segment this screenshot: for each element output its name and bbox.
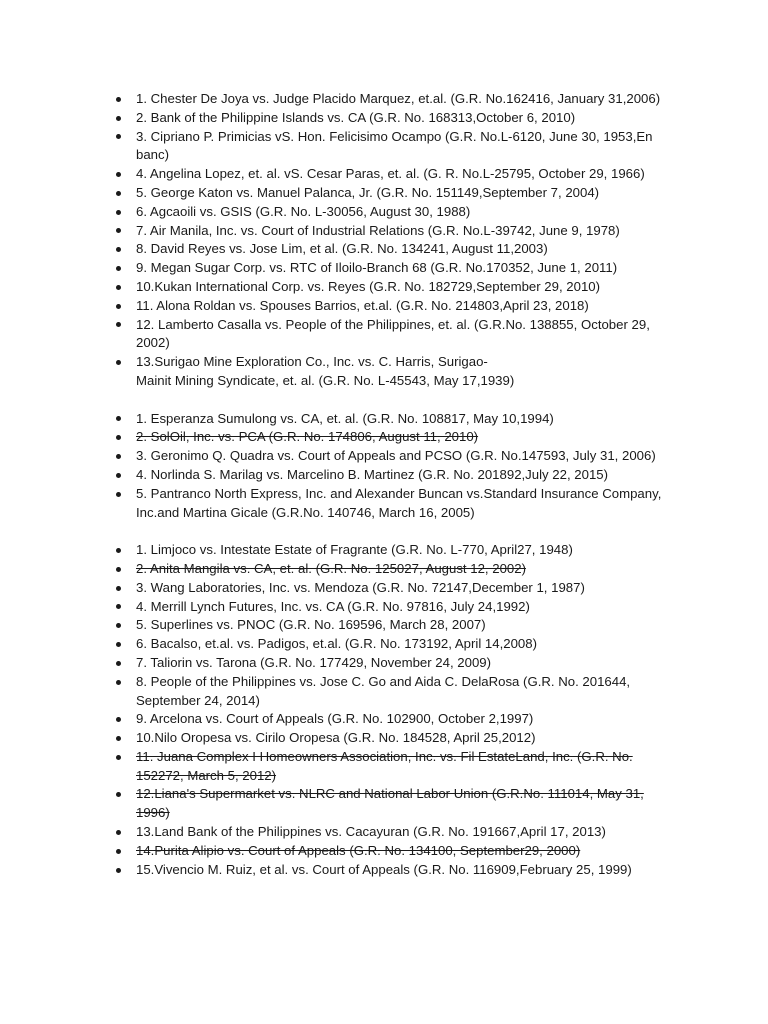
case-list-group-3: [0, 541, 768, 879]
bullet-icon: [113, 560, 123, 579]
case-item: [0, 316, 768, 354]
case-item: [0, 222, 768, 241]
case-item: [0, 165, 768, 184]
bullet-icon: [113, 541, 123, 560]
case-text: 6. Agcaoili vs. GSIS (G.R. No. L-30056, August 30, 1988): [136, 203, 471, 219]
bullet-icon: [113, 748, 123, 767]
case-item: [0, 673, 768, 711]
case-item: [0, 654, 768, 673]
case-item: [0, 259, 768, 278]
case-text: 2. Anita Mangila vs. CA, et. al. (G.R. No. 125027, August 12, 2002): [136, 560, 526, 576]
case-item: [0, 297, 768, 316]
case-item: [0, 466, 768, 485]
case-item: [0, 616, 768, 635]
case-text: 4. Norlinda S. Marilag vs. Marcelino B. Martinez (G.R. No. 201892,July 22, 2015): [136, 466, 609, 482]
case-item: [0, 748, 768, 786]
bullet-icon: [113, 259, 123, 278]
case-text: 1. Limjoco vs. Intestate Estate of Fragrante (G.R. No. L-770, April27, 1948): [136, 542, 573, 558]
case-list-group-2: [0, 410, 768, 523]
case-item: [0, 428, 768, 447]
case-text: 11. Juana Complex I Homeowners Association, Inc. vs. Fil EstateLand, Inc. (G.R. No. 152272, March 5, 2012): [136, 748, 633, 783]
case-list-group-1: [0, 90, 768, 391]
case-text: 1. Esperanza Sumulong vs. CA, et. al. (G.R. No. 108817, May 10,1994): [136, 410, 554, 426]
case-text: 10.Nilo Oropesa vs. Cirilo Oropesa (G.R. No. 184528, April 25,2012): [136, 730, 536, 746]
bullet-icon: [113, 785, 123, 804]
bullet-icon: [113, 616, 123, 635]
case-text: 9. Megan Sugar Corp. vs. RTC of Iloilo-Branch 68 (G.R. No.170352, June 1, 2011): [136, 260, 618, 276]
bullet-icon: [113, 579, 123, 598]
bullet-icon: [113, 729, 123, 748]
bullet-icon: [113, 297, 123, 316]
case-item: [0, 861, 768, 880]
case-text: 3. Geronimo Q. Quadra vs. Court of Appeals and PCSO (G.R. No.147593, July 31, 2006): [136, 448, 656, 464]
document-page: [0, 90, 768, 879]
case-text: 12. Lamberto Casalla vs. People of the Philippines, et. al. (G.R.No. 138855, October 29, 2002): [136, 316, 650, 351]
bullet-icon: [113, 316, 123, 335]
case-text: 13.Surigao Mine Exploration Co., Inc. vs. C. Harris, Surigao- Mainit Mining Syndicate, et. al. (G.R. No. L-45543, May 17,1939): [136, 354, 515, 388]
bullet-icon: [113, 635, 123, 654]
case-text: 8. People of the Philippines vs. Jose C. Go and Aida C. DelaRosa (G.R. No. 201644, September 24, 2014): [136, 673, 631, 708]
case-text: 6. Bacalso, et.al. vs. Padigos, et.al. (G.R. No. 173192, April 14,2008): [136, 636, 537, 652]
bullet-icon: [113, 278, 123, 297]
case-item: [0, 823, 768, 842]
bullet-icon: [113, 203, 123, 222]
case-item: [0, 109, 768, 128]
case-item: [0, 240, 768, 259]
bullet-icon: [113, 428, 123, 447]
case-item: [0, 842, 768, 861]
case-item: [0, 541, 768, 560]
case-text: 9. Arcelona vs. Court of Appeals (G.R. No. 102900, October 2,1997): [136, 711, 534, 727]
case-text: 4. Angelina Lopez, et. al. vS. Cesar Paras, et. al. (G. R. No.L-25795, October 29, 1966): [136, 166, 645, 182]
case-item: [0, 710, 768, 729]
case-text: 12.Liana's Supermarket vs. NLRC and National Labor Union (G.R.No. 111014, May 31, 1996): [136, 786, 644, 821]
case-item: [0, 598, 768, 617]
case-text: 5. George Katon vs. Manuel Palanca, Jr. (G.R. No. 151149,September 7, 2004): [136, 184, 600, 200]
bullet-icon: [113, 240, 123, 259]
case-text: 14.Purita Alipio vs. Court of Appeals (G.R. No. 134100, September29, 2000): [136, 842, 581, 858]
bullet-icon: [113, 90, 123, 109]
bullet-icon: [113, 109, 123, 128]
bullet-icon: [113, 842, 123, 861]
case-text: 11. Alona Roldan vs. Spouses Barrios, et.al. (G.R. No. 214803,April 23, 2018): [136, 297, 589, 313]
bullet-icon: [113, 184, 123, 203]
bullet-icon: [113, 823, 123, 842]
case-text: 10.Kukan International Corp. vs. Reyes (G.R. No. 182729,September 29, 2010): [136, 278, 601, 294]
case-item: [0, 184, 768, 203]
bullet-icon: [113, 673, 123, 692]
case-text: 3. Cipriano P. Primicias vS. Hon. Felicisimo Ocampo (G.R. No.L-6120, June 30, 1953,En banc): [136, 128, 653, 163]
case-item: [0, 729, 768, 748]
case-item: [0, 203, 768, 222]
case-text: 13.Land Bank of the Philippines vs. Cacayuran (G.R. No. 191667,April 17, 2013): [136, 824, 606, 840]
case-text: 7. Taliorin vs. Tarona (G.R. No. 177429, November 24, 2009): [136, 654, 492, 670]
case-item: [0, 353, 768, 391]
case-item: [0, 447, 768, 466]
case-text: 5. Superlines vs. PNOC (G.R. No. 169596, March 28, 2007): [136, 617, 486, 633]
case-text: 2. Bank of the Philippine Islands vs. CA (G.R. No. 168313,October 6, 2010): [136, 109, 576, 125]
bullet-icon: [113, 598, 123, 617]
case-text: 2. SolOil, Inc. vs. PCA (G.R. No. 174806, August 11, 2010): [136, 429, 479, 445]
bullet-icon: [113, 654, 123, 673]
bullet-icon: [113, 861, 123, 880]
bullet-icon: [113, 485, 123, 504]
bullet-icon: [113, 222, 123, 241]
case-item: [0, 278, 768, 297]
bullet-icon: [113, 410, 123, 429]
case-item: [0, 635, 768, 654]
case-item: [0, 410, 768, 429]
bullet-icon: [113, 128, 123, 147]
case-text: 3. Wang Laboratories, Inc. vs. Mendoza (G.R. No. 72147,December 1, 1987): [136, 579, 585, 595]
bullet-icon: [113, 710, 123, 729]
bullet-icon: [113, 466, 123, 485]
case-text: 5. Pantranco North Express, Inc. and Alexander Buncan vs.Standard Insurance Company, Inc.and Martina Gicale (G.R.No. 140746, March 16, 2005): [136, 485, 662, 520]
case-item: [0, 485, 768, 523]
bullet-icon: [113, 165, 123, 184]
case-item: [0, 560, 768, 579]
bullet-icon: [113, 447, 123, 466]
case-item: [0, 128, 768, 166]
case-text: 7. Air Manila, Inc. vs. Court of Industrial Relations (G.R. No.L-39742, June 9, 1978): [136, 222, 620, 238]
case-text: 15.Vivencio M. Ruiz, et al. vs. Court of Appeals (G.R. No. 116909,February 25, 1999): [136, 861, 632, 877]
case-item: [0, 579, 768, 598]
case-text: 8. David Reyes vs. Jose Lim, et al. (G.R. No. 134241, August 11,2003): [136, 241, 548, 257]
bullet-icon: [113, 353, 123, 372]
case-text: 4. Merrill Lynch Futures, Inc. vs. CA (G.R. No. 97816, July 24,1992): [136, 598, 530, 614]
case-item: [0, 90, 768, 109]
case-item: [0, 785, 768, 823]
case-text: 1. Chester De Joya vs. Judge Placido Marquez, et.al. (G.R. No.162416, January 31,2006): [136, 91, 661, 106]
